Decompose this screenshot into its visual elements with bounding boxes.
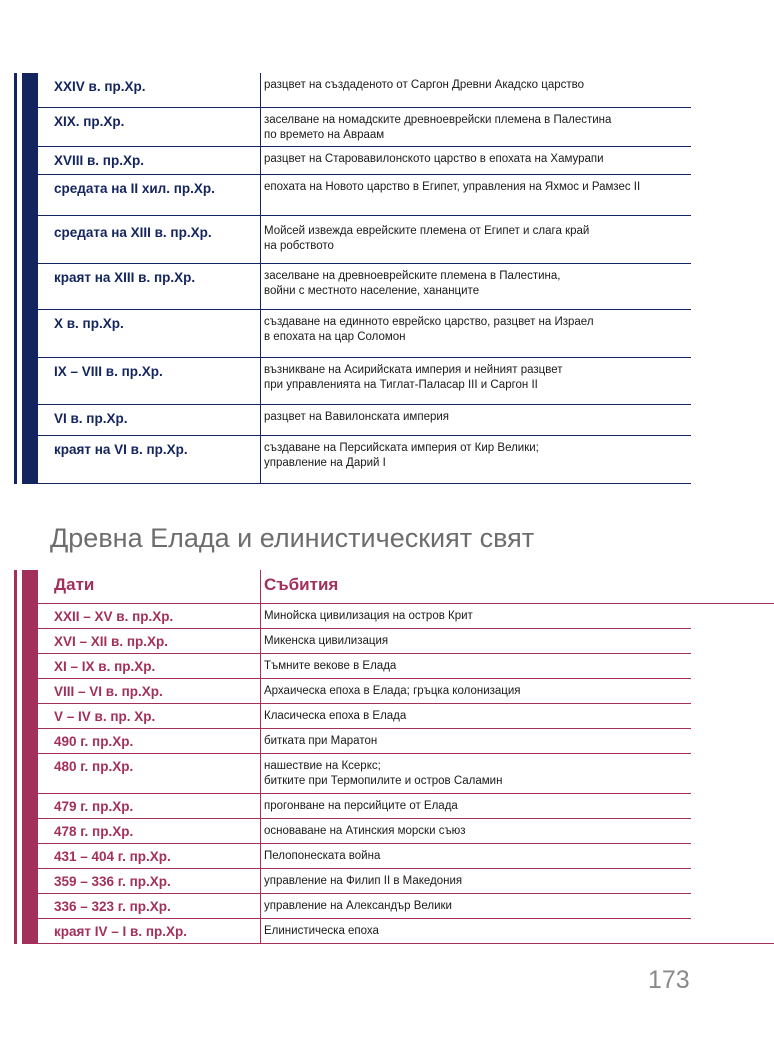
table-row — [38, 73, 691, 108]
column-divider — [260, 310, 261, 357]
event-cell: управление на Александър Велики — [264, 900, 452, 912]
table-row — [38, 216, 691, 264]
date-cell: краят на XIII в. пр.Хр. — [54, 270, 196, 285]
table-row — [38, 919, 774, 944]
date-cell: краят на VI в. пр.Хр. — [54, 442, 188, 457]
column-divider — [260, 358, 261, 404]
column-divider — [260, 704, 261, 728]
event-cell: заселване на древноеврейските племена в Палестина, войни с местното население, хананците — [264, 270, 561, 297]
page-number: 173 — [648, 966, 690, 994]
event-cell: възникване на Асирийската империя и нейният разцвет при управленията на Тиглат-Паласар III и Саргон II — [264, 364, 563, 391]
date-cell: 490 г. пр.Хр. — [54, 734, 134, 749]
section-title: Древна Елада и елинистическият свят — [50, 523, 535, 553]
table-row — [38, 264, 691, 310]
table-row — [38, 794, 691, 819]
column-divider — [260, 604, 261, 628]
event-cell: създаване на Персийската империя от Кир Велики; управление на Дарий I — [264, 442, 539, 469]
table-row — [38, 436, 691, 484]
column-divider — [260, 819, 261, 843]
date-cell: XVI – XII в. пр.Хр. — [54, 634, 168, 649]
event-cell: епохата на Новото царство в Египет, управления на Яхмос и Рамзес II — [264, 181, 641, 193]
event-cell: нашествие на Ксеркс; битките при Термопилите и остров Саламин — [264, 760, 503, 787]
column-divider — [260, 108, 261, 146]
table-row — [38, 869, 691, 894]
table-row — [38, 175, 691, 216]
event-cell: Класическа епоха в Елада — [264, 710, 407, 722]
date-cell: XXII – XV в. пр.Хр. — [54, 609, 174, 624]
column-divider — [260, 175, 261, 215]
event-cell: разцвет на Вавилонската империя — [264, 411, 450, 423]
table-row — [38, 310, 691, 358]
event-cell: разцвет на Старовавилонското царство в епохата на Хамурапи — [264, 153, 604, 165]
event-cell: основаване на Атинския морски съюз — [264, 825, 466, 837]
column-divider — [260, 216, 261, 263]
table-header-row — [38, 570, 774, 604]
event-cell: Пелопонеската война — [264, 850, 381, 862]
timeline-table-ancient-greece — [14, 570, 774, 944]
table-accent-bar-thin — [14, 570, 17, 944]
table-row — [38, 147, 691, 175]
date-cell: 359 – 336 г. пр.Хр. — [54, 874, 171, 889]
table-row — [38, 844, 691, 869]
date-cell: XI – IX в. пр.Хр. — [54, 659, 156, 674]
column-divider — [260, 679, 261, 703]
table-row — [38, 729, 691, 754]
column-header-events: Събития — [264, 575, 339, 594]
column-divider — [260, 754, 261, 793]
table-accent-bar-thin — [14, 73, 17, 484]
event-cell: Минойска цивилизация на остров Крит — [264, 610, 473, 622]
table-row — [38, 405, 691, 436]
column-header-dates: Дати — [54, 575, 95, 594]
column-divider — [260, 919, 261, 943]
date-cell: 479 г. пр.Хр. — [54, 799, 134, 814]
column-divider — [260, 405, 261, 435]
column-divider — [260, 869, 261, 893]
date-cell: XXIV в. пр.Хр. — [54, 79, 146, 94]
column-divider — [260, 570, 261, 603]
column-divider — [260, 73, 261, 107]
column-divider — [260, 654, 261, 678]
column-divider — [260, 894, 261, 918]
timeline-table-ancient-east — [14, 73, 691, 484]
event-cell: Архаическа епоха в Елада; гръцка колонизация — [264, 685, 521, 697]
column-divider — [260, 264, 261, 309]
date-cell: средата на XIII в. пр.Хр. — [54, 225, 212, 240]
date-cell: краят IV – I в. пр.Хр. — [54, 924, 187, 939]
event-cell: Тъмните векове в Елада — [264, 660, 397, 672]
table-row — [38, 108, 691, 147]
date-cell: X в. пр.Хр. — [54, 316, 124, 331]
date-cell: 431 – 404 г. пр.Хр. — [54, 849, 171, 864]
date-cell: V – IV в. пр. Хр. — [54, 709, 156, 724]
table-row — [38, 654, 691, 679]
date-cell: IX – VIII в. пр.Хр. — [54, 364, 163, 379]
date-cell: XVIII в. пр.Хр. — [54, 153, 144, 168]
table-accent-bar-thick — [22, 73, 38, 484]
table-row — [38, 679, 691, 704]
event-cell: заселване на номадските древноеврейски племена в Палестина по времето на Авраам — [264, 114, 612, 141]
table-row — [38, 704, 691, 729]
event-cell: създаване на единното еврейско царство, разцвет на Израел в епохата на цар Соломон — [264, 316, 594, 343]
table-row — [38, 754, 691, 794]
date-cell: VIII – VI в. пр.Хр. — [54, 684, 163, 699]
event-cell: Микенска цивилизация — [264, 635, 389, 647]
event-cell: управление на Филип II в Македония — [264, 875, 463, 887]
column-divider — [260, 794, 261, 818]
column-divider — [260, 629, 261, 653]
date-cell: VI в. пр.Хр. — [54, 411, 128, 426]
table-row — [38, 604, 691, 629]
event-cell: разцвет на създаденото от Саргон Древни Акадско царство — [264, 79, 585, 91]
table-row — [38, 358, 691, 405]
event-cell: битката при Маратон — [264, 735, 378, 747]
table-row — [38, 819, 691, 844]
date-cell: XIX. пр.Хр. — [54, 114, 125, 129]
date-cell: 480 г. пр.Хр. — [54, 759, 134, 774]
column-divider — [260, 147, 261, 174]
date-cell: 336 – 323 г. пр.Хр. — [54, 899, 171, 914]
table-row — [38, 629, 691, 654]
column-divider — [260, 844, 261, 868]
event-cell: прогонване на персийците от Елада — [264, 800, 458, 812]
date-cell: средата на II хил. пр.Хр. — [54, 181, 215, 196]
event-cell: Мойсей извежда еврейските племена от Египет и слага край на робството — [264, 225, 590, 252]
event-cell: Елинистическа епоха — [264, 925, 379, 937]
column-divider — [260, 729, 261, 753]
column-divider — [260, 436, 261, 483]
table-row — [38, 894, 691, 919]
date-cell: 478 г. пр.Хр. — [54, 824, 134, 839]
table-accent-bar-thick — [22, 570, 38, 944]
